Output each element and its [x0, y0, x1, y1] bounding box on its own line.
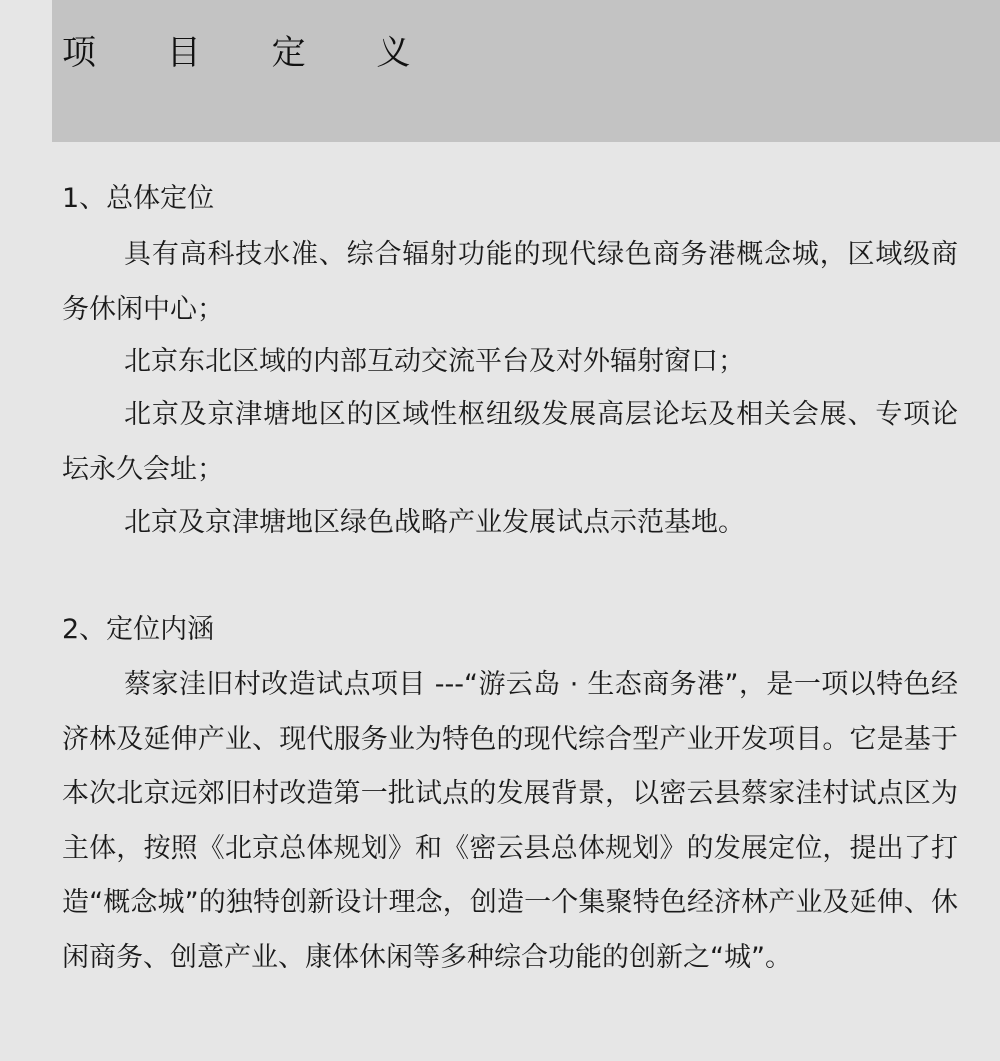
section-heading-positioning: 1、总体定位	[62, 183, 215, 214]
paragraph-positioning-2: 北京东北区域的内部互动交流平台及对外辐射窗口；	[124, 346, 745, 377]
paragraph-positioning-3: 北京及京津塘地区的区域性枢纽级发展高层论坛及相关会展、专项论坛永久会址；	[62, 399, 958, 485]
paragraph-connotation-1: 蔡家洼旧村改造试点项目 ---“游云岛 · 生态商务港”，是一项以特色经济林及延伸产业、现代服务业为特色的现代综合型产业开发项目。它是基于本次北京远郊旧村改造第一批试点的发展背景，以密云县蔡家洼村试点区为主体，按照《北京总体规划》和《密云县总体规划》的发展定位，提出了打造“概念城”的独特创新设计理念，创造一个集聚特色经济林产业及延伸、休闲商务、创意产业、康体休闲等多种综合功能的创新之“城”。	[62, 669, 958, 973]
paragraph-positioning-1: 具有高科技水准、综合辐射功能的现代绿色商务港概念城，区域级商务休闲中心；	[62, 239, 958, 325]
section-heading-connotation: 2、定位内涵	[62, 614, 215, 645]
paragraph-positioning-4: 北京及京津塘地区绿色战略产业发展试点示范基地。	[124, 507, 745, 538]
page-title: 项 目 定 义	[62, 33, 441, 73]
